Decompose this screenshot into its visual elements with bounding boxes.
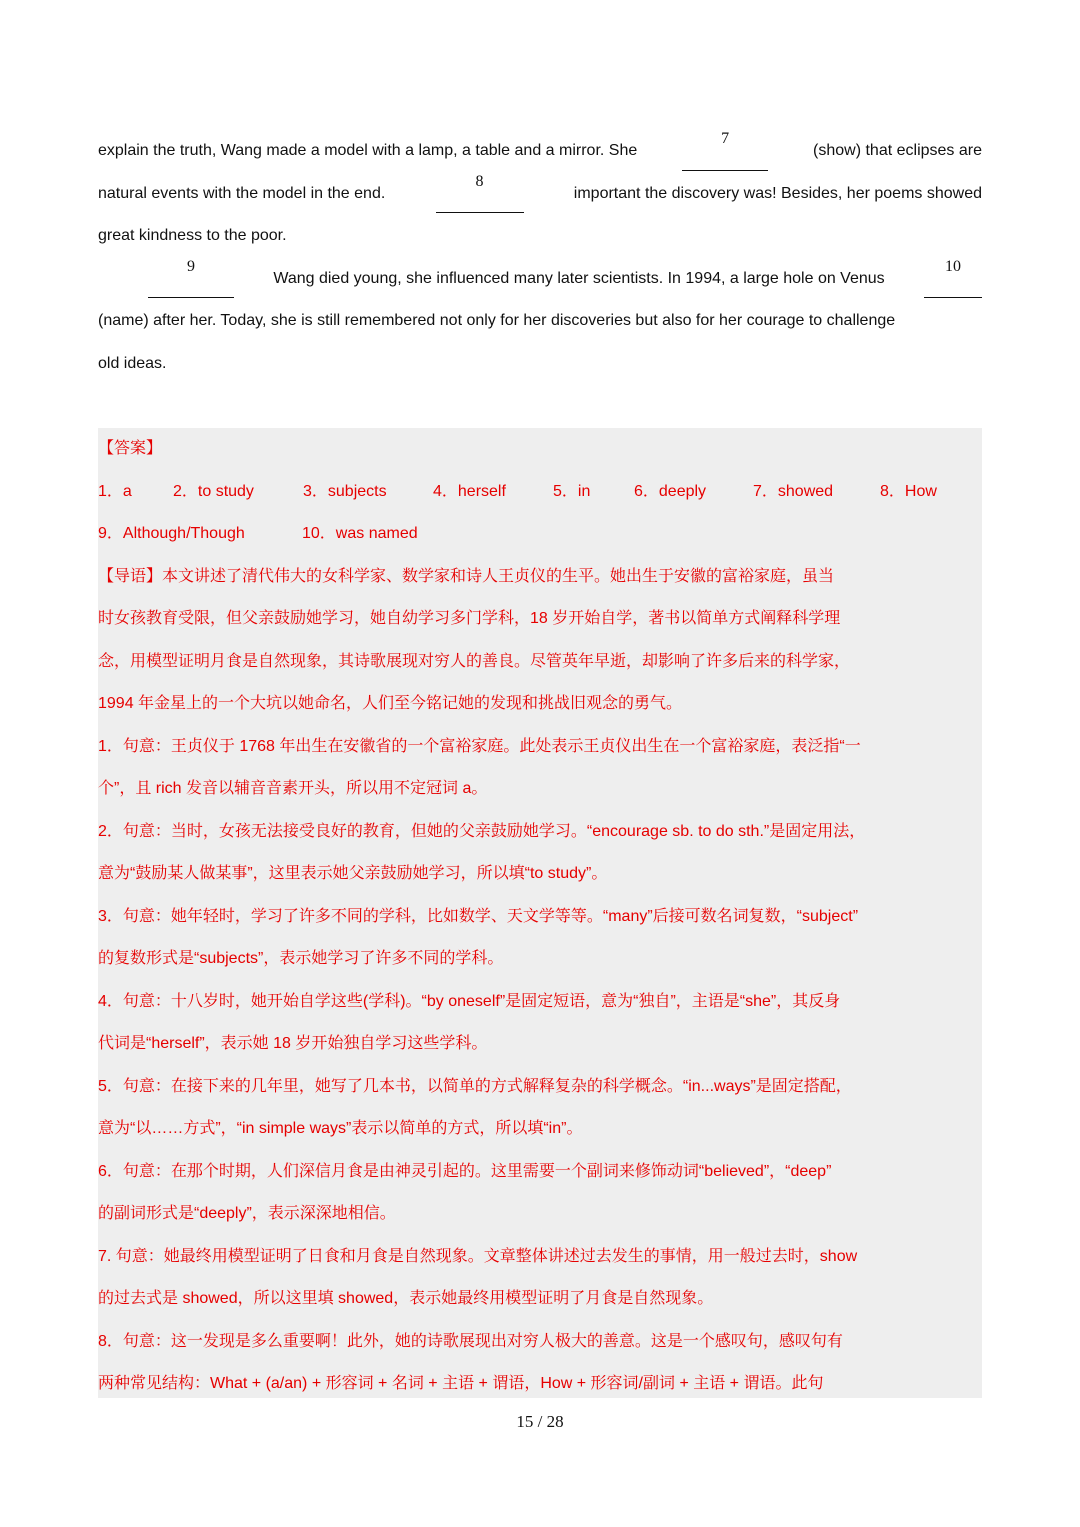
explanation-line: 2．句意：当时，女孩无法接受良好的教育，但她的父亲鼓励她学习。“encourage sb. to do sth.”是固定用法， (98, 822, 866, 840)
passage-text: (name) after her. Today, she is still remembered not only for her discoveries but also for her courage to challenge (98, 312, 896, 329)
explanation-line: 的副词形式是“deeply”，表示深深地相信。 (98, 1205, 396, 1222)
passage-line (98, 300, 982, 343)
passage-text: great kindness to the poor. (98, 227, 287, 244)
explanation-line: 意为“鼓励某人做某事”，这里表示她父亲鼓励她学习，所以填“to study”。 (98, 865, 608, 882)
answer-item: 4．herself (433, 482, 506, 500)
explanation-line: 7. 句意：她最终用模型证明了日食和月食是自然现象。文章整体讲述过去发生的事情，用一般过去时，show (98, 1247, 858, 1265)
answer-row (98, 513, 982, 556)
explanation-line: 代词是“herself”，表示她 18 岁开始独自学习这些学科。 (98, 1035, 488, 1052)
answer-item: 8．How (880, 482, 937, 500)
passage-line (98, 130, 982, 173)
answer-item: 3．subjects (303, 482, 387, 500)
passage-line (98, 343, 982, 386)
explanation-line: 4．句意：十八岁时，她开始自学这些(学科)。“by oneself”是固定短语，意为“独自”，主语是“she”，其反身 (98, 992, 841, 1010)
explanation-line: 6．句意：在那个时期，人们深信月食是由神灵引起的。这里需要一个副词来修饰动词“believed”，“deep” (98, 1162, 832, 1180)
explanation-line: 的过去式是 showed，所以这里填 showed，表示她最终用模型证明了月食是自然现象。 (98, 1290, 714, 1307)
answer-item: 1．a (98, 482, 132, 500)
blank-8: 8 (436, 171, 524, 214)
answer-item: 10．was named (302, 525, 418, 542)
passage-text: explain the truth, Wang made a model with a lamp, a table and a mirror. She (98, 142, 638, 159)
passage-text: important the discovery was! Besides, her poems showed (573, 184, 982, 202)
page-number: 15 / 28 (516, 1412, 564, 1431)
answer-section (98, 428, 982, 1406)
passage-line (98, 173, 982, 216)
answer-heading: 【答案】 (98, 440, 163, 457)
explanation-line: 意为“以……方式”，“in simple ways”表示以简单的方式，所以填“in”。 (98, 1120, 583, 1137)
blank-10: 10 (924, 256, 982, 299)
passage-text: old ideas. (98, 354, 167, 372)
passage-text: natural events with the model in the end. (98, 184, 386, 202)
passage-line (98, 215, 982, 258)
guide-label: 【导语】 (98, 567, 163, 585)
answer-item: 9．Although/Though (98, 525, 245, 542)
passage-text: Wang died young, she influenced many later scientists. In 1994, a large hole on Venus (273, 269, 885, 287)
guide-line: 1994 年金星上的一个大坑以她命名，人们至今铭记她的发现和挑战旧观念的勇气。 (98, 695, 683, 712)
blank-7: 7 (682, 128, 768, 171)
explanation-line: 8．句意：这一发现是多么重要啊！此外，她的诗歌展现出对穷人极大的善意。这是一个感叹句，感叹句有 (98, 1332, 843, 1350)
explanation-line: 个”，且 rich 发音以辅音音素开头，所以用不定冠词 a。 (98, 780, 488, 797)
guide-line (98, 556, 982, 599)
explanation-line: 1．句意：王贞仪于 1768 年出生在安徽省的一个富裕家庭。此处表示王贞仪出生在一个富裕家庭，表泛指“一 (98, 737, 861, 755)
answer-item: 2．to study (173, 482, 254, 500)
explanation-line: 3．句意：她年轻时，学习了许多不同的学科，比如数学、天文学等等。“many”后接可数名词复数，“subject” (98, 907, 859, 925)
answer-item: 5．in (553, 482, 591, 500)
answer-item: 7．showed (753, 482, 834, 500)
explanation-line: 两种常见结构：What + (a/an) + 形容词 + 名词 + 主语 + 谓语，How + 形容词/副词 + 主语 + 谓语。此句 (98, 1375, 824, 1392)
guide-text: 本文讲述了清代伟大的女科学家、数学家和诗人王贞仪的生平。她出生于安徽的富裕家庭，虽当 (162, 567, 835, 585)
blank-9: 9 (148, 256, 234, 299)
guide-line: 时女孩教育受限，但父亲鼓励她学习，她自幼学习多门学科，18 岁开始自学，著书以简单方式阐释科学理 (98, 610, 841, 627)
passage-text: (show) that eclipses are (813, 142, 982, 159)
answer-item: 6．deeply (634, 482, 707, 500)
passage (98, 130, 982, 385)
answer-row (98, 471, 982, 514)
passage-line (98, 258, 982, 301)
explanation-line: 的复数形式是“subjects”，表示她学习了许多不同的学科。 (98, 950, 504, 967)
guide-line: 念，用模型证明月食是自然现象，其诗歌展现对穷人的善良。尽管英年早逝，却影响了许多后来的科学家， (98, 652, 851, 670)
explanation-line: 5．句意：在接下来的几年里，她写了几本书，以简单的方式解释复杂的科学概念。“in...ways”是固定搭配， (98, 1077, 852, 1095)
